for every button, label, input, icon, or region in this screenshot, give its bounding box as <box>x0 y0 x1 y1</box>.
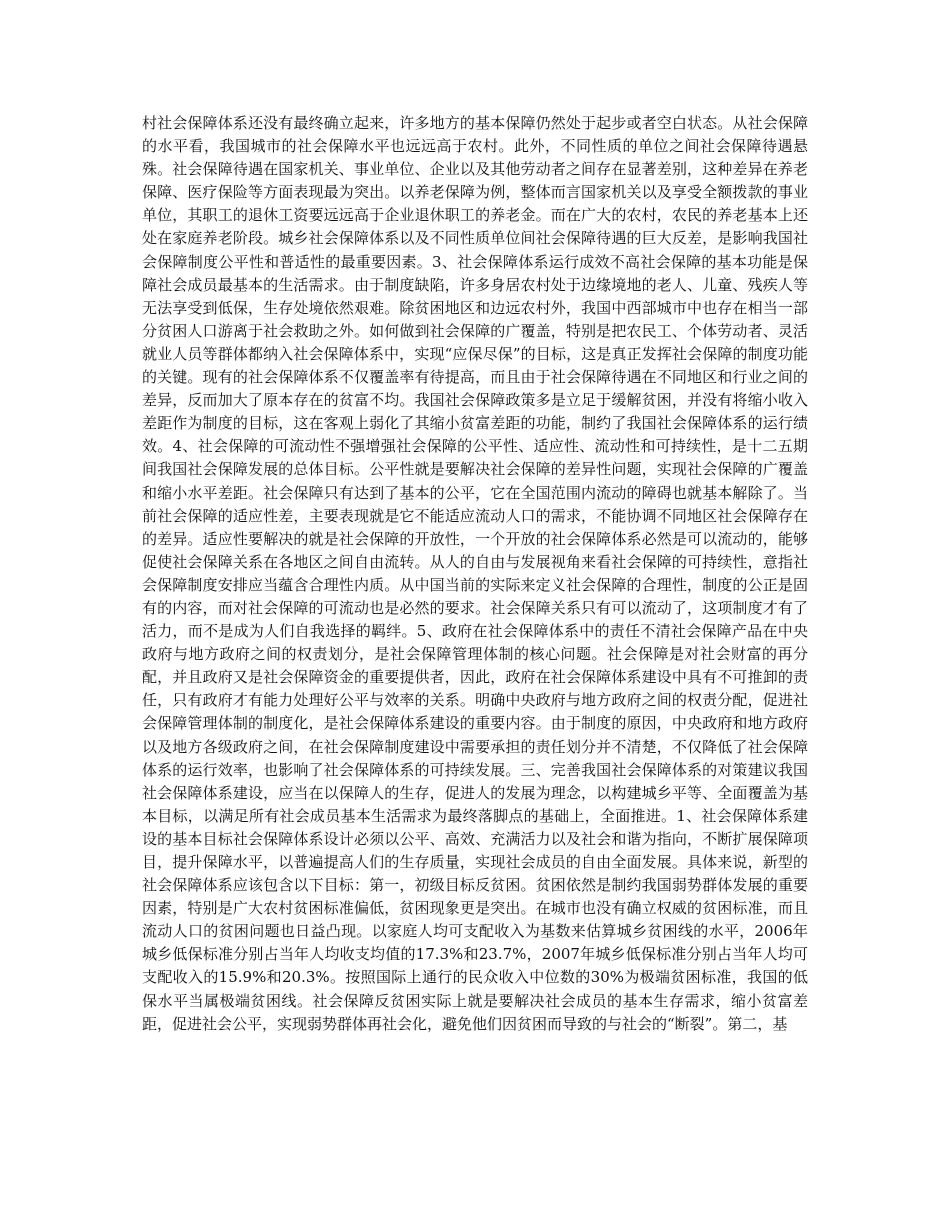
body-paragraph: 村社会保障体系还没有最终确立起来，许多地方的基本保障仍然处于起步或者空白状态。从社会保障的水平看，我国城市的社会保障水平也远远高于农村。此外，不同性质的单位之间社会保障待遇悬殊。社会保障待遇在国家机关、事业单位、企业以及其他劳动者之间存在显著差别，这种差异在养老保障、医疗保险等方面表现最为突出。以养老保障为例，整体而言国家机关以及享受全额拨款的事业单位，其职工的退休工资要远远高于企业退休职工的养老金。而在广大的农村，农民的养老基本上还处在家庭养老阶段。城乡社会保障体系以及不同性质单位间社会保障待遇的巨大反差，是影响我国社会保障制度公平性和普适性的最重要因素。3、社会保障体系运行成效不高社会保障的基本功能是保障社会成员最基本的生活需求。由于制度缺陷，许多身居农村处于边缘境地的老人、儿童、残疾人等无法享受到低保，生存处境依然艰难。除贫困地区和边远农村外，我国中西部城市中也存在相当一部分贫困人口游离于社会救助之外。如何做到社会保障的广覆盖，特别是把农民工、个体劳动者、灵活就业人员等群体都纳入社会保障体系中，实现“应保尽保”的目标，这是真正发挥社会保障的制度功能的关键。现有的社会保障体系不仅覆盖率有待提高，而且由于社会保障待遇在不同地区和行业之间的差异，反而加大了原本存在的贫富不均。我国社会保障政策多是立足于缓解贫困，并没有将缩小收入差距作为制度的目标，这在客观上弱化了其缩小贫富差距的功能，制约了我国社会保障体系的运行绩效。4、社会保障的可流动性不强增强社会保障的公平性、适应性、流动性和可持续性，是十二五期间我国社会保障发展的总体目标。公平性就是要解决社会保障的差异性问题，实现社会保障的广覆盖和缩小水平差距。社会保障只有达到了基本的公平，它在全国范围内流动的障碍也就基本解除了。当前社会保障的适应性差，主要表现就是它不能适应流动人口的需求，不能协调不同地区社会保障存在的差异。适应性要解决的就是社会保障的开放性，一个开放的社会保障体系必然是可以流动的，能够促使社会保障关系在各地区之间自由流转。从人的自由与发展视角来看社会保障的可持续性，意指社会保障制度安排应当蕴含合理性内质。从中国当前的实际来定义社会保障的合理性，制度的公正是固有的内容，而对社会保障的可流动也是必然的要求。社会保障关系只有可以流动了，这项制度才有了活力，而不是成为人们自我选择的羁绊。5、政府在社会保障体系中的责任不清社会保障产品在中央政府与地方政府之间的权责划分，是社会保障管理体制的核心问题。社会保障是对社会财富的再分配，并且政府又是社会保障资金的重要提供者，因此，政府在社会保障体系建设中具有不可推卸的责任，只有政府才有能力处理好公平与效率的关系。明确中央政府与地方政府之间的权责分配，促进社会保障管理体制的制度化，是社会保障体系建设的重要内容。由于制度的原因，中央政府和地方政府以及地方各级政府之间，在社会保障制度建设中需要承担的责任划分并不清楚，不仅降低了社会保障体系的运行效率，也影响了社会保障体系的可持续发展。三、完善我国社会保障体系的对策建议我国社会保障体系建设，应当在以保障人的生存，促进人的发展为理念，以构建城乡平等、全面覆盖为基本目标，以满足所有社会成员基本生活需求为最终落脚点的基础上，全面推进。1、社会保障体系建设的基本目标社会保障体系设计必须以公平、高效、充满活力以及社会和谐为指向，不断扩展保障项目，提升保障水平，以普遍提高人们的生存质量，实现社会成员的自由全面发展。具体来说，新型的社会保障体系应该包含以下目标：第一，初级目标反贫困。贫困依然是制约我国弱势群体发展的重要因素，特别是广大农村贫困标准偏低，贫困现象更是突出。在城市也没有确立权威的贫困标准，而且流动人口的贫困问题也日益凸现。以家庭人均可支配收入为基数来估算城乡贫困线的水平，2006年城乡低保标准分别占当年人均收支均值的17.3%和23.7%，2007年城乡低保标准分别占当年人均可支配收入的15.9%和20.3%。按照国际上通行的民众收入中位数的30%为极端贫困标准，我国的低保水平当属极端贫困线。社会保障反贫困实际上就是要解决社会成员的基本生存需求，缩小贫富差距，促进社会公平，实现弱势群体再社会化，避免他们因贫困而导致的与社会的“断裂”。第二，基 <box>142 114 808 1033</box>
body-text-block <box>142 112 808 1036</box>
